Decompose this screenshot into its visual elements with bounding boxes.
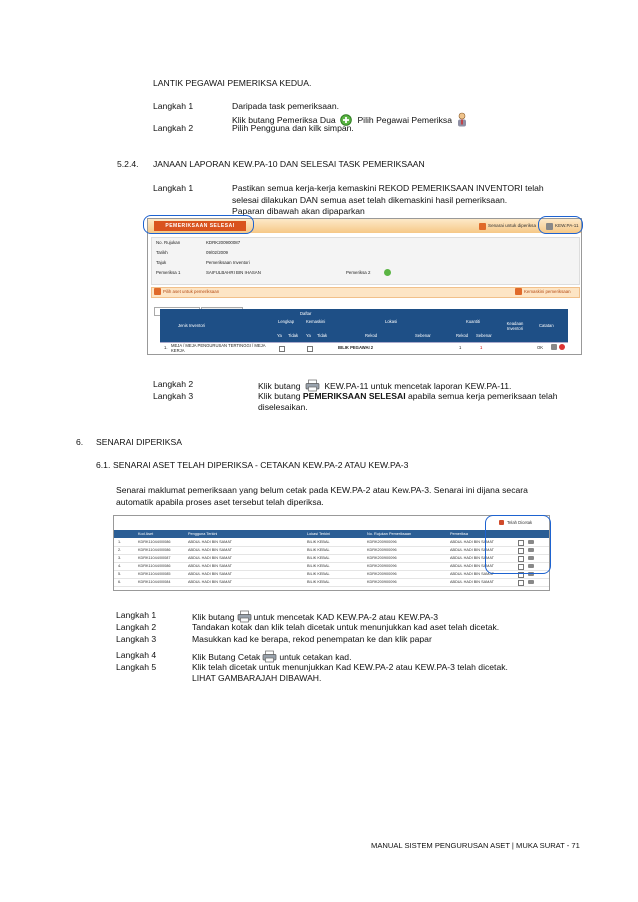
checkbox[interactable] — [279, 346, 285, 352]
cell-pemeriksa: ABDUL HADI BIN SAMAT — [450, 540, 494, 544]
row-keadaan: OK — [537, 345, 544, 350]
step-label: Langkah 1 — [116, 610, 157, 620]
step-text: diselesaikan. — [258, 402, 308, 412]
paragraph-line: Senarai maklumat pemeriksaan yang belum cetak pada KEW.PA-2 atau Kew.PA-3. Senarai ini dijana secara — [116, 485, 528, 495]
edit-icon — [515, 288, 522, 295]
table-row — [114, 571, 549, 579]
field-label: Tarikh — [156, 250, 168, 255]
cell-lokasi: BILIK KEBAL — [307, 540, 330, 544]
step-label: Langkah 2 — [153, 379, 194, 389]
pemeriksaan-selesai-button[interactable]: PEMERIKSAAN SELESAI — [154, 221, 246, 231]
telah-dicetak-link[interactable]: Telah Dicetak — [507, 520, 533, 525]
cell-pemeriksa: ABDUL HADI BIN SAMAT — [450, 548, 494, 552]
table-row — [114, 563, 549, 571]
step-label: Langkah 3 — [153, 391, 194, 401]
subsection-number: 6.1. — [96, 460, 111, 470]
edit-row-icon[interactable] — [551, 344, 557, 350]
cell-kod: KDRK11044/00086 — [138, 540, 171, 544]
cell-pemeriksa: ABDUL HADI BIN SAMAT — [450, 580, 494, 584]
row-sebenar: 1 — [480, 345, 483, 350]
step-text-part: KEW.PA-11 untuk mencetak laporan KEW.PA-11. — [324, 381, 512, 391]
page-footer: MANUAL SISTEM PENGURUSAN ASET | MUKA SURAT - 71 — [371, 841, 580, 850]
row-rekod: 1 — [459, 345, 462, 350]
cell-rujukan: KDRK200900096 — [367, 540, 397, 544]
pilih-aset-link[interactable]: Pilih aset untuk pemeriksaan — [163, 289, 220, 294]
step-label: Langkah 2 — [153, 123, 194, 133]
step-label: Langkah 2 — [116, 622, 157, 632]
cell-pengguna: ABDUL HADI BIN SAMAT — [188, 540, 232, 544]
step-text-part: Klik butang — [258, 391, 303, 401]
cell-rujukan: KDRK200900096 — [367, 580, 397, 584]
field-label: Tajuk — [156, 260, 167, 265]
paragraph-line: automatik apabila proses aset tersebut telah diperiksa. — [116, 497, 324, 507]
grid-header: Ya — [306, 333, 311, 338]
cell-no: 6. — [118, 580, 122, 584]
checkbox[interactable] — [307, 346, 313, 352]
step-text: LIHAT GAMBARAJAH DIBAWAH. — [192, 673, 322, 683]
step-text-part: Klik butang — [192, 612, 235, 622]
column-header: Pengguna Terkini — [188, 532, 218, 536]
grid-header: Rekod — [456, 333, 469, 338]
column-header: Kod Aset — [138, 532, 154, 536]
field-value: 09/02/2009 — [206, 250, 228, 255]
cell-lokasi: BILIK KEBAL — [307, 580, 330, 584]
cell-no: 5. — [118, 572, 122, 576]
field-label: Pemeriksa 1 — [156, 270, 181, 275]
senarai-link[interactable]: Senarai untuk diperiksa — [488, 223, 537, 228]
kemaskini-link[interactable]: Kemaskini pemeriksaan — [524, 289, 571, 294]
grid-header: Tidak — [288, 333, 299, 338]
grid-header: Kuantiti — [466, 319, 480, 324]
field-label: Pemeriksa 2 — [346, 270, 371, 275]
column-header: Lokasi Terkini — [307, 532, 330, 536]
inventory-grid — [160, 309, 568, 353]
cell-rujukan: KDRK200900096 — [367, 564, 397, 568]
table-row — [114, 547, 549, 555]
step-label: Langkah 5 — [116, 662, 157, 672]
cell-no: 3. — [118, 556, 122, 560]
table-row — [114, 539, 549, 547]
cell-kod: KDRK11044/00084 — [138, 580, 171, 584]
row-jenis: MEJA / MEJA PENGURUSAN TERTINGGI / MEJA KERJA — [171, 343, 266, 353]
table-header — [114, 530, 549, 538]
field-value: KDRK200900087 — [206, 240, 241, 245]
plus-icon — [154, 288, 161, 295]
step-text: Pilih Pengguna dan kilk simpan. — [232, 123, 354, 133]
grid-header: Keadaan Inventori — [506, 321, 524, 331]
add-pemeriksa-icon[interactable] — [384, 269, 391, 276]
cell-kod: KDRK11044/00086 — [138, 548, 171, 552]
section-number: 6. — [76, 437, 84, 447]
grid-header: Lokasi — [385, 319, 398, 324]
row-lokasi: BILIK PEGAWAI 2 — [338, 345, 374, 350]
cell-pemeriksa: ABDUL HADI BIN SAMAT — [450, 556, 494, 560]
section-heading: JANAAN LAPORAN KEW.PA-10 DAN SELESAI TASK PEMERIKSAAN — [153, 159, 425, 169]
cell-no: 4. — [118, 564, 122, 568]
printer-icon[interactable] — [528, 580, 534, 584]
section-number: 5.2.4. — [117, 159, 139, 169]
step-label: Langkah 3 — [116, 634, 157, 644]
tab-bar — [154, 300, 244, 308]
step-text: Daripada task pemeriksaan. — [232, 101, 339, 111]
step-text-part: Klik Butang Cetak — [192, 652, 261, 662]
cell-pemeriksa: ABDUL HADI BIN SAMAT — [450, 572, 494, 576]
field-label: No. Rujukan — [156, 240, 181, 245]
table-row — [114, 555, 549, 563]
cell-no: 1. — [118, 540, 122, 544]
step-text-part: apabila semua kerja pemeriksaan telah — [405, 391, 558, 401]
grid-header: Tidak — [317, 333, 328, 338]
grid-header: Kemaskini — [306, 319, 326, 324]
step-text: Masukkan kad ke berapa, rekod penempatan ke dan klik papar — [192, 634, 432, 644]
step-text-part: Klik butang Pemeriksa Dua — [232, 115, 336, 125]
grid-header: Rekod — [365, 333, 378, 338]
cell-pengguna: ABDUL HADI BIN SAMAT — [188, 556, 232, 560]
cell-pengguna: ABDUL HADI BIN SAMAT — [188, 580, 232, 584]
cell-rujukan: KDRK200900096 — [367, 572, 397, 576]
field-value: SAIFULBAHRI BIN IHASAN — [206, 270, 261, 275]
step-label: Langkah 1 — [153, 101, 194, 111]
cell-lokasi: BILIK KEBAL — [307, 564, 330, 568]
cell-rujukan: KDRK200900096 — [367, 548, 397, 552]
cell-rujukan: KDRK200900096 — [367, 556, 397, 560]
step-text-part: untuk mencetak KAD KEW.PA-2 atau KEW.PA-3 — [253, 612, 439, 622]
cell-lokasi: BILIK KEBAL — [307, 556, 330, 560]
cell-lokasi: BILIK KEBAL — [307, 572, 330, 576]
section-heading: SENARAI DIPERIKSA — [96, 437, 182, 447]
table-row — [160, 342, 568, 353]
step-text-part: Klik butang — [258, 381, 301, 391]
grid-header: Daftar — [300, 311, 312, 316]
step-text: Pastikan semua kerja-kerja kemaskini REKOD PEMERIKSAAN INVENTORI telah — [232, 183, 544, 193]
step-text: Paparan dibawah akan dipaparkan — [232, 206, 365, 216]
grid-header: Catatan — [539, 323, 554, 328]
lantik-heading: LANTIK PEGAWAI PEMERIKSA KEDUA. — [153, 78, 312, 88]
highlight-print-column — [485, 515, 551, 574]
user-icon — [456, 112, 468, 127]
grid-header: Sebenar — [415, 333, 431, 338]
step-text: selesai dilakukan DAN semua aset telah dikemaskini hasil pemeriksaan. — [232, 195, 508, 205]
step-text-part: Pilih Pegawai Pemeriksa — [357, 115, 453, 125]
print-checkbox[interactable] — [518, 580, 524, 586]
step-text: Klik telah dicetak untuk menunjukkan Kad KEW.PA-2 atau KEW.PA-3 telah dicetak. — [192, 662, 508, 672]
table-row — [114, 579, 549, 587]
step-text — [258, 391, 558, 402]
highlight-kew — [538, 216, 583, 234]
grid-header: Ya — [277, 333, 282, 338]
cell-kod: KDRK11044/00087 — [138, 556, 171, 560]
grid-header: Sebenar — [476, 333, 492, 338]
cell-kod: KDRK11044/00085 — [138, 572, 171, 576]
step-text-bold: PEMERIKSAAN SELESAI — [302, 391, 406, 401]
step-label: Langkah 1 — [153, 183, 194, 193]
cell-pengguna: ABDUL HADI BIN SAMAT — [188, 572, 232, 576]
grid-header: Lengkap — [278, 319, 295, 324]
cell-pengguna: ABDUL HADI BIN SAMAT — [188, 564, 232, 568]
cell-kod: KDRK11044/00086 — [138, 564, 171, 568]
column-header: No. Rujukan Pemeriksaan — [367, 532, 412, 536]
field-value: Pemeriksaan Inventori — [206, 260, 250, 265]
delete-row-icon[interactable] — [559, 344, 565, 350]
row-number: 1. — [164, 345, 168, 350]
subsection-heading: SENARAI ASET TELAH DIPERIKSA - CETAKAN KEW.PA-2 ATAU KEW.PA-3 — [113, 460, 409, 470]
cell-no: 2. — [118, 548, 122, 552]
step-text-part: untuk cetakan kad. — [279, 652, 352, 662]
cell-pengguna: ABDUL HADI BIN SAMAT — [188, 548, 232, 552]
step-label: Langkah 4 — [116, 650, 157, 660]
screenshot-pemeriksaan — [147, 218, 582, 355]
list-icon — [479, 223, 486, 230]
kew-pa11-link[interactable]: KEW.PA-11 — [555, 223, 579, 228]
cell-pemeriksa: ABDUL HADI BIN SAMAT — [450, 564, 494, 568]
cell-lokasi: BILIK KEBAL — [307, 548, 330, 552]
highlight-selesai — [143, 215, 254, 234]
step-text: Tandakan kotak dan klik telah dicetak untuk menunjukkan kad aset telah dicetak. — [192, 622, 500, 632]
column-header: Pemeriksa — [450, 532, 468, 536]
grid-header: Jenis Inventori — [178, 323, 205, 328]
